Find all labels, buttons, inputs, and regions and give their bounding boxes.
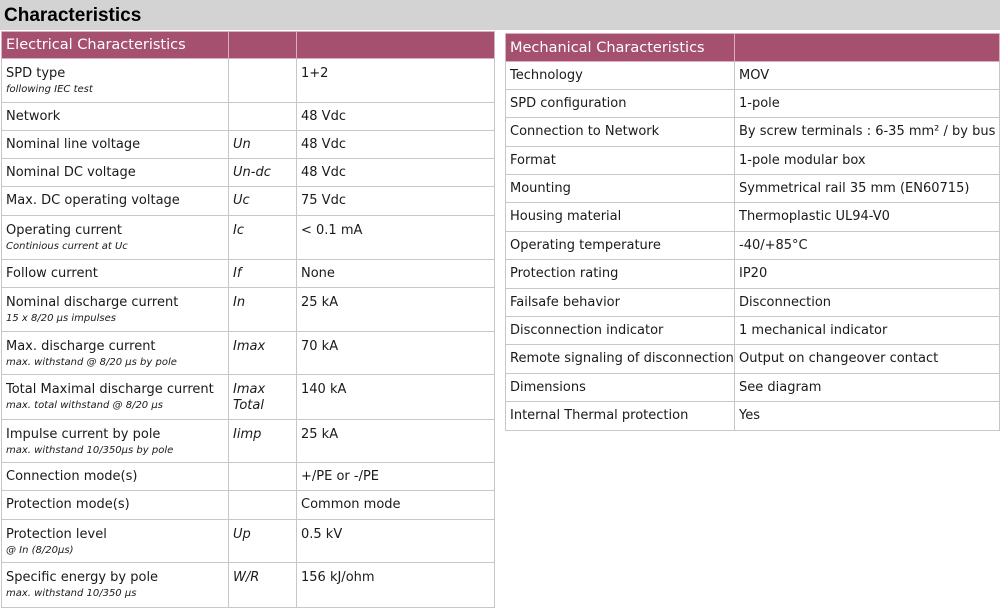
value-cell: < 0.1 mA bbox=[297, 216, 495, 260]
parameter-cell: Protection rating bbox=[506, 260, 735, 289]
table-row bbox=[506, 118, 1000, 147]
parameter-cell bbox=[2, 563, 229, 608]
parameter-cell bbox=[2, 159, 229, 187]
parameter-note: 15 x 8/20 µs impulses bbox=[6, 313, 116, 324]
symbol-label: W/R bbox=[233, 570, 260, 585]
table-row bbox=[506, 374, 1000, 402]
value-cell: 140 kA bbox=[297, 375, 495, 420]
table-row bbox=[506, 203, 1000, 232]
value-cell: Thermoplastic UL94-V0 bbox=[735, 203, 1000, 232]
symbol-cell bbox=[229, 131, 297, 159]
value-cell: Output on changeover contact bbox=[735, 345, 1000, 374]
symbol-cell bbox=[229, 420, 297, 463]
table-row bbox=[2, 216, 495, 260]
value-cell: 25 kA bbox=[297, 420, 495, 463]
value-cell: 1-pole bbox=[735, 90, 1000, 118]
parameter-label: Connection mode(s) bbox=[6, 468, 138, 484]
parameter-cell bbox=[2, 103, 229, 131]
header-blank-cell bbox=[735, 34, 1000, 62]
parameter-cell bbox=[2, 260, 229, 288]
value-cell: 25 kA bbox=[297, 288, 495, 332]
parameter-cell bbox=[2, 131, 229, 159]
parameter-note: @ In (8/20µs) bbox=[6, 545, 74, 556]
parameter-note: max. withstand 10/350µs by pole bbox=[6, 445, 174, 456]
parameter-cell: Technology bbox=[506, 62, 735, 90]
table-row bbox=[2, 131, 495, 159]
header-blank-cell bbox=[297, 32, 495, 59]
parameter-note: max. total withstand @ 8/20 µs bbox=[6, 400, 163, 411]
table-row bbox=[2, 563, 495, 608]
symbol-cell bbox=[229, 563, 297, 608]
value-cell: 75 Vdc bbox=[297, 187, 495, 216]
table-row bbox=[2, 59, 495, 103]
symbol-cell bbox=[229, 288, 297, 332]
table-row bbox=[506, 402, 1000, 431]
parameter-cell: Remote signaling of disconnection bbox=[506, 345, 735, 374]
value-cell: 70 kA bbox=[297, 332, 495, 375]
symbol-cell bbox=[229, 159, 297, 187]
value-cell: MOV bbox=[735, 62, 1000, 90]
parameter-label: Protection mode(s) bbox=[6, 497, 130, 512]
parameter-label: Total Maximal discharge current bbox=[6, 382, 214, 397]
parameter-cell bbox=[2, 375, 229, 420]
section-title-bar bbox=[0, 0, 1000, 30]
symbol-cell bbox=[229, 59, 297, 103]
value-cell: 1+2 bbox=[297, 59, 495, 103]
table-row bbox=[2, 187, 495, 216]
electrical-characteristics-table bbox=[1, 31, 495, 608]
parameter-cell: Failsafe behavior bbox=[506, 289, 735, 317]
symbol-label: Up bbox=[233, 527, 251, 542]
parameter-cell bbox=[2, 332, 229, 375]
value-cell: Disconnection bbox=[735, 289, 1000, 317]
symbol-label: Un bbox=[233, 136, 251, 152]
value-cell: -40/+85°C bbox=[735, 232, 1000, 260]
symbol-label: Ic bbox=[233, 223, 244, 238]
value-cell: IP20 bbox=[735, 260, 1000, 289]
value-cell: By screw terminals : 6-35 mm² / by bus bbox=[735, 118, 1000, 147]
parameter-label: Nominal discharge current bbox=[6, 295, 179, 310]
parameter-cell: Connection to Network bbox=[506, 118, 735, 147]
value-cell: 48 Vdc bbox=[297, 159, 495, 187]
parameter-note: max. withstand 10/350 µs bbox=[6, 588, 137, 599]
table-row bbox=[2, 375, 495, 420]
parameter-label: Impulse current by pole bbox=[6, 427, 161, 442]
symbol-cell bbox=[229, 491, 297, 520]
parameter-label: Specific energy by pole bbox=[6, 570, 159, 585]
table-row bbox=[506, 345, 1000, 374]
table-header-row bbox=[506, 34, 1000, 62]
symbol-label: In bbox=[233, 295, 246, 310]
value-cell: Symmetrical rail 35 mm (EN60715) bbox=[735, 175, 1000, 203]
parameter-cell bbox=[2, 59, 229, 103]
symbol-cell bbox=[229, 187, 297, 216]
value-cell: None bbox=[297, 260, 495, 288]
parameter-cell bbox=[2, 520, 229, 563]
symbol-label: If bbox=[233, 265, 242, 281]
parameter-cell bbox=[2, 288, 229, 332]
parameter-cell: Mounting bbox=[506, 175, 735, 203]
symbol-cell bbox=[229, 103, 297, 131]
header-blank-cell bbox=[229, 32, 297, 59]
parameter-note: max. withstand @ 8/20 µs by pole bbox=[6, 357, 177, 368]
parameter-label: Max. discharge current bbox=[6, 339, 156, 354]
symbol-cell bbox=[229, 260, 297, 288]
parameter-label: Nominal DC voltage bbox=[6, 164, 136, 180]
symbol-cell bbox=[229, 216, 297, 260]
table-row bbox=[2, 288, 495, 332]
parameter-label: SPD type bbox=[6, 66, 66, 81]
symbol-label: Iimp bbox=[233, 427, 262, 442]
parameter-cell: Internal Thermal protection bbox=[506, 402, 735, 431]
symbol-cell bbox=[229, 463, 297, 491]
parameter-label: Max. DC operating voltage bbox=[6, 193, 180, 208]
mechanical-characteristics-table bbox=[505, 33, 1000, 431]
symbol-cell bbox=[229, 375, 297, 420]
parameter-cell: Format bbox=[506, 147, 735, 175]
table-row bbox=[506, 260, 1000, 289]
parameter-cell: Housing material bbox=[506, 203, 735, 232]
value-cell: 156 kJ/ohm bbox=[297, 563, 495, 608]
table-header-row bbox=[2, 32, 495, 59]
table-row bbox=[506, 289, 1000, 317]
value-cell: +/PE or -/PE bbox=[297, 463, 495, 491]
symbol-label: Imax bbox=[233, 339, 266, 354]
parameter-cell bbox=[2, 420, 229, 463]
table-row bbox=[506, 147, 1000, 175]
table-row bbox=[506, 90, 1000, 118]
parameter-label: Protection level bbox=[6, 527, 107, 542]
parameter-cell bbox=[2, 187, 229, 216]
table-row bbox=[2, 260, 495, 288]
electrical-header: Electrical Characteristics bbox=[2, 32, 229, 59]
parameter-cell: Disconnection indicator bbox=[506, 317, 735, 345]
parameter-label: Operating current bbox=[6, 223, 123, 238]
symbol-cell bbox=[229, 520, 297, 563]
parameter-cell: Operating temperature bbox=[506, 232, 735, 260]
value-cell: 0.5 kV bbox=[297, 520, 495, 563]
parameter-note: Continious current at Uc bbox=[6, 241, 128, 252]
table-row bbox=[506, 317, 1000, 345]
table-row bbox=[506, 62, 1000, 90]
symbol-label-line2: Total bbox=[233, 398, 264, 413]
table-row bbox=[2, 332, 495, 375]
mechanical-header: Mechanical Characteristics bbox=[506, 34, 735, 62]
value-cell: 1-pole modular box bbox=[735, 147, 1000, 175]
symbol-label: Uc bbox=[233, 193, 250, 208]
value-cell: See diagram bbox=[735, 374, 1000, 402]
value-cell: 48 Vdc bbox=[297, 103, 495, 131]
parameter-cell bbox=[2, 463, 229, 491]
value-cell: Yes bbox=[735, 402, 1000, 431]
symbol-label: Un-dc bbox=[233, 164, 271, 180]
symbol-label: Imax bbox=[233, 382, 266, 397]
table-row bbox=[2, 159, 495, 187]
parameter-note: following IEC test bbox=[6, 84, 93, 95]
parameter-cell bbox=[2, 491, 229, 520]
table-row bbox=[2, 491, 495, 520]
parameter-cell: SPD configuration bbox=[506, 90, 735, 118]
table-row bbox=[506, 232, 1000, 260]
table-row bbox=[2, 520, 495, 563]
symbol-cell bbox=[229, 332, 297, 375]
parameter-cell bbox=[2, 216, 229, 260]
value-cell: Common mode bbox=[297, 491, 495, 520]
table-row bbox=[2, 420, 495, 463]
parameter-label: Nominal line voltage bbox=[6, 136, 141, 152]
page-title: Characteristics bbox=[4, 5, 142, 26]
value-cell: 1 mechanical indicator bbox=[735, 317, 1000, 345]
table-row bbox=[2, 463, 495, 491]
parameter-label: Network bbox=[6, 108, 61, 124]
table-row bbox=[506, 175, 1000, 203]
parameter-cell: Dimensions bbox=[506, 374, 735, 402]
parameter-label: Follow current bbox=[6, 265, 98, 281]
table-row bbox=[2, 103, 495, 131]
value-cell: 48 Vdc bbox=[297, 131, 495, 159]
